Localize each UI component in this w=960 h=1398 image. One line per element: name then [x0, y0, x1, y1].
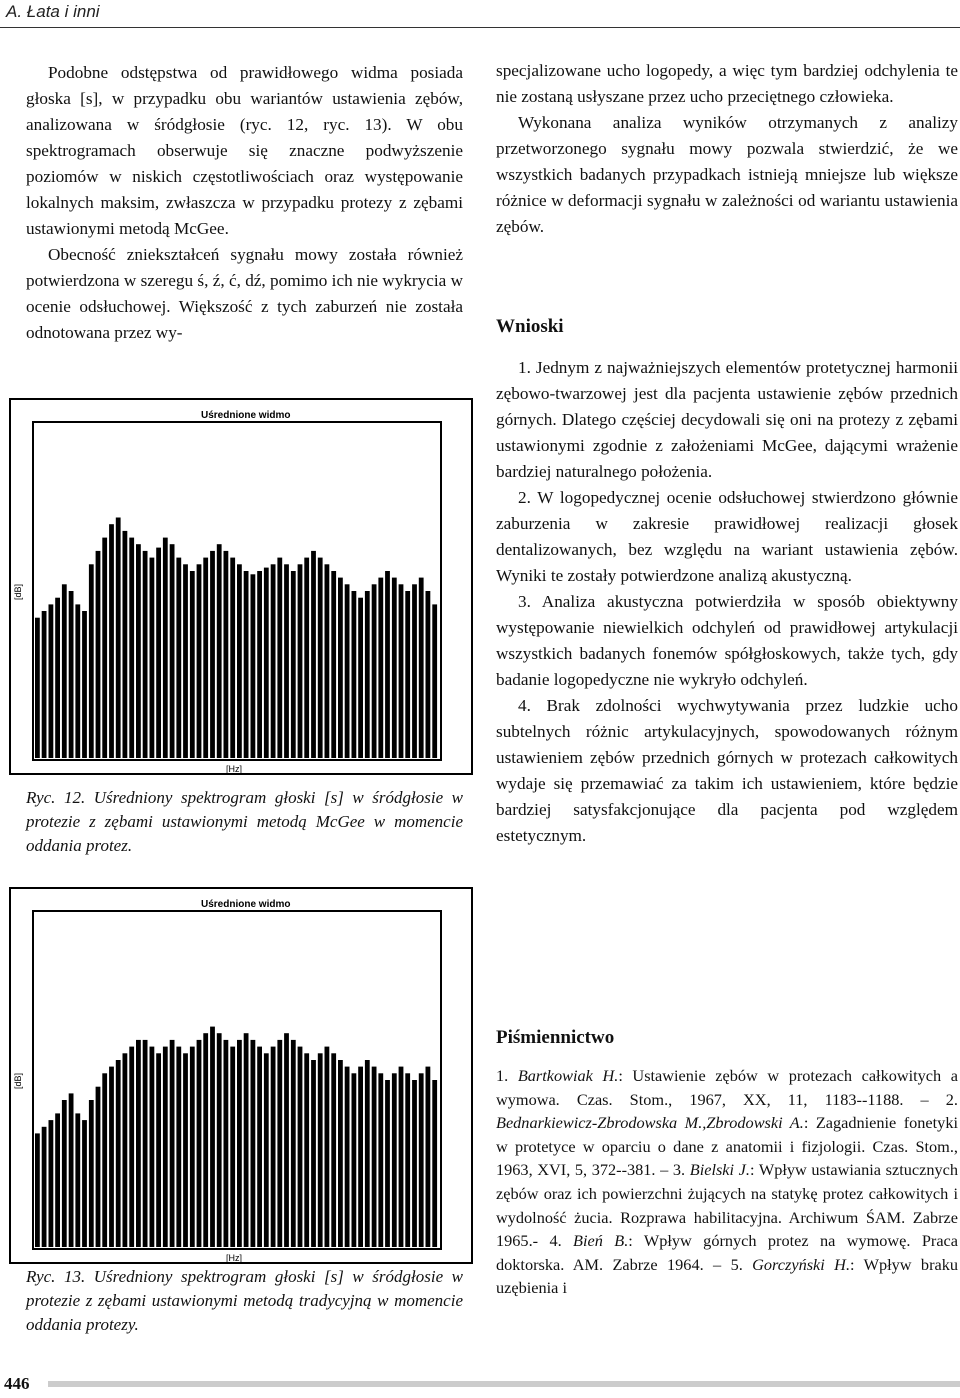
- spectrum-bar: [102, 538, 107, 758]
- spectrum-bar: [190, 1047, 195, 1247]
- conclusion-1: 1. Jednym z najważniejszych elementów protetycznej harmonii zębowo-twarzowej jest dla pacjenta ustawienie zębów przednich górnych. Dlatego częściej decydowali się oni na protezy z zębami ustawionymi zgodnie z założeniami McGee, dającymi wrażenie bardziej naturalnego położenia.: [496, 358, 958, 481]
- spectrum-bar: [304, 558, 309, 758]
- page-number: 446: [4, 1374, 30, 1393]
- spectrum-bar: [96, 551, 101, 758]
- left-paragraph-2: Obecność zniekształceń sygnału mowy została również potwierdzona w szeregu ś, ź, ć, dź, pomimo ich nie wykrycia w ocenie odsłuchowej. Większość z tych zaburzeń nie została odnotowana przez wy-: [26, 245, 463, 342]
- spectrum-bar: [277, 1040, 282, 1247]
- conclusion-3: 3. Analiza akustyczna potwierdziła w sposób obiektywny występowanie niewielkich odchyleń od prawidłowej artykulacji wszystkich badanych fonemów spółgłoskowych, także tych, gdy badanie logopedyczne nie wykryło odchyleń.: [496, 592, 958, 689]
- spectrum-bar: [42, 611, 47, 758]
- spectrum-bar: [311, 551, 316, 758]
- figure-12-bars: [35, 518, 437, 759]
- spectrum-bar: [257, 1047, 262, 1247]
- spectrum-bar: [109, 524, 114, 758]
- spectrum-bar: [338, 1060, 343, 1247]
- ref-2-text: : Zagadnienie fonetyki w protetyce w oparciu o dane z anatomii i fizjologii. Czas. Stom., 1963, XVI, 5, 372--381. –: [496, 1113, 958, 1180]
- spectrum-bar: [156, 1053, 161, 1247]
- spectrum-bar: [385, 1080, 390, 1247]
- spectrum-bar: [62, 584, 67, 758]
- spectrum-bar: [49, 604, 54, 758]
- references-heading: Piśmiennictwo: [496, 1027, 615, 1048]
- right-column: [496, 58, 958, 240]
- ref-5-num: 5.: [730, 1254, 753, 1274]
- spectrum-bar: [62, 1100, 67, 1247]
- ref-1-author: Bartkowiak H.: [517, 1066, 619, 1085]
- header-rule: [0, 27, 960, 28]
- spectrum-bar: [183, 564, 188, 758]
- spectrum-bar: [163, 1047, 168, 1247]
- spectrum-bar: [42, 1127, 47, 1247]
- spectrum-bar: [230, 558, 235, 758]
- conclusions-heading: Wnioski: [496, 316, 564, 337]
- spectrum-bar: [331, 571, 336, 758]
- section-label: A. Łata i inni: [6, 2, 100, 21]
- spectrum-bar: [257, 571, 262, 758]
- spectrum-bar: [116, 1060, 121, 1247]
- spectrum-bar: [412, 584, 417, 758]
- spectrum-bar: [224, 1040, 229, 1247]
- spectrum-bar: [432, 604, 437, 758]
- ref-2-author: Bednarkiewicz-Zbrodowska M.,Zbrodowski A.: [496, 1113, 804, 1133]
- spectrum-bar: [35, 1133, 40, 1247]
- spectrum-bar: [251, 1040, 256, 1247]
- spectrum-bar: [385, 571, 390, 758]
- spectrum-bar: [55, 1113, 60, 1247]
- spectrum-bar: [170, 1040, 175, 1247]
- spectrum-bar: [217, 544, 222, 758]
- ref-4-num: 4.: [549, 1231, 574, 1251]
- ref-5-text: : Wpływ braku uzębienia i: [496, 1254, 959, 1298]
- spectrum-bar: [197, 564, 202, 758]
- spectrum-bar: [102, 1073, 107, 1247]
- ref-2-num: 2.: [945, 1089, 958, 1109]
- ref-4-text: : Wpływ górnych protez na wymowę. Praca doktorska. AM. Zabrze 1964. –: [496, 1231, 959, 1274]
- spectrum-bar: [325, 564, 330, 758]
- spectrum-bar: [352, 1073, 357, 1247]
- spectrum-bar: [271, 564, 276, 758]
- spectrum-bar: [325, 1047, 330, 1247]
- spectrum-bar: [392, 1073, 397, 1247]
- spectrum-bar: [304, 1053, 309, 1247]
- spectrum-bar: [170, 544, 175, 758]
- spectrum-bar: [89, 1100, 94, 1247]
- figure-12-ylabel: [dB]: [13, 583, 23, 600]
- spectrum-bar: [277, 558, 282, 758]
- spectrum-bar: [345, 1067, 350, 1247]
- spectrum-bar: [203, 1033, 208, 1247]
- spectrum-bar: [318, 1053, 323, 1247]
- figure-12: [9, 398, 473, 775]
- spectrum-bar: [150, 558, 155, 758]
- spectrum-bar: [426, 591, 431, 758]
- spectrum-bar: [378, 1073, 383, 1247]
- spectrum-bar: [129, 1047, 134, 1247]
- spectrum-bar: [224, 551, 229, 758]
- ref-3-author: Bielski J.: [689, 1160, 750, 1180]
- spectrum-bar: [244, 571, 249, 758]
- spectrum-bar: [237, 564, 242, 758]
- left-paragraph-1: Podobne odstępstwa od prawidłowego widma posiada głoska [s], w przypadku obu wariantów ustawienia zębów, analizowana w śródgłosie (ryc. 12, ryc. 13). W obu spektrogramach obserwuje się znaczne podwyższenie poziomów w niskich częstotliwościach oraz występowanie lokalnych maksim, zwłaszcza w przypadku protezy z zębami ustawionymi metodą McGee.: [26, 63, 463, 238]
- spectrum-bar: [176, 1047, 181, 1247]
- ref-3-num: 3.: [672, 1160, 690, 1180]
- spectrum-bar: [365, 591, 370, 758]
- ref-5-author: Gorczyński H.: [752, 1254, 851, 1274]
- spectrum-bar: [82, 1120, 87, 1247]
- spectrum-bar: [392, 578, 397, 758]
- spectrum-bar: [271, 1047, 276, 1247]
- spectrum-bar: [298, 1047, 303, 1247]
- ref-4-author: Bień B.: [573, 1231, 629, 1251]
- spectrum-bar: [116, 518, 121, 759]
- spectrum-bar: [210, 551, 215, 758]
- ref-1-text: : Ustawienie zębów w protezach całkowitych a wymowa. Czas. Stom., 1967, XX, 11, 1183--1188. –: [496, 1066, 958, 1109]
- figure-13: [9, 887, 473, 1264]
- spectrum-bar: [244, 1033, 249, 1247]
- spectrum-bar: [352, 591, 357, 758]
- spectrum-bar: [264, 568, 269, 758]
- conclusion-4: 4. Brak zdolności wychwytywania przez ludzkie ucho subtelnych różnic artykulacyjnych, spowodowanych różnym ustawieniem zębów przednich górnych w protezach całkowitych wydaje się przemawiać za takim ich ustawieniem, które będzie bardziej satysfakcjonujące dla pacjenta pod względem estetycznym.: [496, 696, 958, 845]
- references-list: [496, 1064, 958, 1300]
- spectrum-bar: [311, 1060, 316, 1247]
- spectrum-bar: [419, 1073, 424, 1247]
- figure-13-xlabel: [Hz]: [226, 1253, 243, 1262]
- spectrum-bar: [298, 564, 303, 758]
- figure-12-xlabel: [Hz]: [226, 764, 243, 773]
- spectrum-bar: [136, 544, 141, 758]
- spectrum-bar: [75, 1113, 80, 1247]
- footer-bar: [48, 1381, 960, 1387]
- page-footer: [0, 1372, 960, 1398]
- spectrum-bar: [49, 1120, 54, 1247]
- spectrum-bar: [123, 531, 128, 758]
- ref-3-text: : Wpływ ustawiania sztucznych zębów oraz ich powierzchni żujących na statykę protez całkowitych i wydolność żucia. Rozprawa habilitacyjna. Archiwum ŚAM. Zabrze 1965.-: [496, 1160, 958, 1251]
- spectrum-bar: [432, 1080, 437, 1247]
- spectrum-bar: [82, 611, 87, 758]
- spectrum-bar: [426, 1067, 431, 1247]
- spectrum-bar: [365, 1060, 370, 1247]
- spectrum-bar: [405, 1073, 410, 1247]
- spectrum-bar: [210, 1027, 215, 1247]
- spectrum-bar: [129, 538, 134, 758]
- right-paragraph-2: Wykonana analiza wyników otrzymanych z analizy przetworzonego sygnału mowy pozwala stwierdzić, że we wszystkich badanych przypadkach istnieją mniejsze lub większe różnice w deformacji sygnału w zależności od wariantu ustawienia zębów.: [496, 113, 958, 236]
- figure-12-title: Uśrednione widmo: [201, 410, 291, 421]
- spectrum-bar: [399, 584, 404, 758]
- spectrum-bar: [284, 564, 289, 758]
- spectrum-bar: [264, 1053, 269, 1247]
- spectrum-bar: [284, 1033, 289, 1247]
- spectrum-bar: [183, 1053, 188, 1247]
- spectrum-bar: [291, 1040, 296, 1247]
- spectrum-bar: [237, 1040, 242, 1247]
- running-header: [0, 0, 960, 30]
- spectrum-bar: [358, 1067, 363, 1247]
- spectrum-bar: [123, 1053, 128, 1247]
- right-paragraph-1: specjalizowane ucho logopedy, a więc tym bardziej odchylenia te nie zostaną usłyszane przez ucho przeciętnego człowieka.: [496, 61, 958, 106]
- spectrum-bar: [190, 571, 195, 758]
- spectrum-bar: [96, 1087, 101, 1247]
- spectrum-bar: [176, 558, 181, 758]
- spectrum-bar: [89, 564, 94, 758]
- spectrum-bar: [230, 1047, 235, 1247]
- spectrum-bar: [136, 1040, 141, 1247]
- ref-1-num: 1.: [496, 1066, 518, 1085]
- spectrum-bar: [358, 598, 363, 758]
- spectrum-bar: [156, 548, 161, 758]
- spectrum-bar: [372, 1067, 377, 1247]
- spectrum-bar: [318, 558, 323, 758]
- spectrum-bar: [372, 584, 377, 758]
- spectrum-bar: [345, 584, 350, 758]
- conclusion-2: 2. W logopedycznej ocenie odsłuchowej stwierdzono głównie zaburzenia w zakresie prawidłowej realizacji głosek dentalizowanych, bez względu na wariant ustawienia zębów. Wyniki te zostały potwierdzone analizą akustyczną.: [496, 488, 958, 585]
- spectrum-bar: [150, 1047, 155, 1247]
- spectrum-bar: [75, 604, 80, 758]
- spectrum-bar: [399, 1067, 404, 1247]
- figure-13-title: Uśrednione widmo: [201, 899, 291, 910]
- left-column: [26, 60, 463, 346]
- spectrum-bar: [143, 551, 148, 758]
- spectrum-bar: [35, 618, 40, 758]
- figure-13-ylabel: [dB]: [13, 1072, 23, 1089]
- spectrum-bar: [405, 591, 410, 758]
- conclusions-list: [496, 355, 958, 849]
- spectrum-bar: [338, 578, 343, 758]
- spectrum-bar: [163, 538, 168, 758]
- spectrum-bar: [69, 1093, 74, 1247]
- spectrum-bar: [203, 558, 208, 758]
- spectrum-bar: [143, 1040, 148, 1247]
- spectrum-bar: [291, 571, 296, 758]
- spectrum-bar: [412, 1080, 417, 1247]
- spectrum-bar: [378, 578, 383, 758]
- figure-13-bars: [35, 1027, 437, 1247]
- spectrum-bar: [109, 1067, 114, 1247]
- spectrum-bar: [251, 574, 256, 758]
- spectrum-bar: [331, 1053, 336, 1247]
- spectrum-bar: [55, 598, 60, 758]
- spectrum-bar: [69, 591, 74, 758]
- figure-12-caption: Ryc. 12. Uśredniony spektrogram głoski [s] w śródgłosie w protezie z zębami ustawionymi metodą McGee w momencie oddania protez.: [26, 788, 463, 855]
- figure-12-spectrogram: [11, 400, 471, 773]
- figure-13-caption: Ryc. 13. Uśredniony spektrogram głoski [s] w śródgłosie w protezie z zębami ustawionymi metodą tradycyjną w momencie oddania protezy.: [26, 1267, 463, 1334]
- spectrum-bar: [419, 578, 424, 758]
- spectrum-bar: [197, 1040, 202, 1247]
- figure-13-spectrogram: [11, 889, 471, 1262]
- spectrum-bar: [217, 1033, 222, 1247]
